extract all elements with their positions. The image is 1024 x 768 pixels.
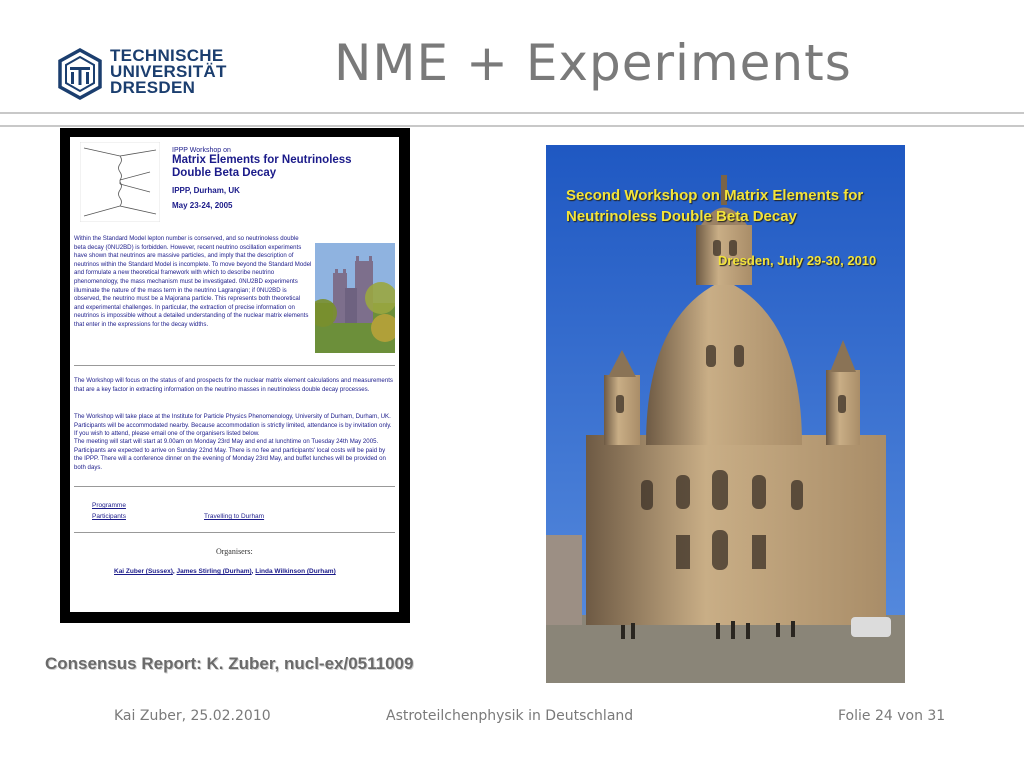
flyer-title-line-1: Matrix Elements for Neutrinoless: [172, 154, 352, 166]
flyer-title-line-2: Double Beta Decay: [172, 167, 277, 179]
flyer-link-participants[interactable]: Participants: [92, 513, 126, 520]
tu-dresden-emblem-icon: [56, 48, 104, 100]
flyer-divider: [74, 365, 395, 366]
logo-line-2: UNIVERSITÄT: [110, 62, 227, 81]
flyer-paragraph-4: The meeting will start will start at 9.00am on Monday 23rd May and end at lunchtime on Tuesday 24th May 2005. Participants are expected to arrive on Sunday 22nd May. There is no fee and participants' local costs will be paid by the IPPP. There will a conference dinner on the evening of Monday 23rd May, and buffet lunches will be provided on both days.: [74, 438, 386, 471]
header-divider-top: [0, 112, 1024, 114]
footer-slide-number: Folie 24 von 31: [838, 708, 946, 724]
feynman-diagram-icon: [80, 142, 160, 222]
flyer-paragraph-2: The Workshop will focus on the status of and prospects for the nuclear matrix element calculations and measurements that are a key factor in extracting information on the neutrino masses in neutrinoless double decay processes.: [74, 377, 393, 393]
logo-line-1: TECHNISCHE: [110, 46, 224, 65]
poster-title-line-2: Neutrinoless Double Beta Decay: [566, 208, 797, 225]
poster-title: [566, 185, 896, 227]
flyer-page: [70, 137, 399, 612]
flyer-date: May 23-24, 2005: [172, 201, 233, 210]
organiser-link[interactable]: James Stirling (Durham): [176, 568, 252, 575]
organiser-link[interactable]: Kai Zuber (Sussex): [114, 568, 173, 575]
workshop-poster-image: [546, 145, 905, 683]
tu-dresden-logo: [56, 46, 226, 102]
poster-date: Dresden, July 29-30, 2010: [718, 253, 877, 268]
flyer-paragraph-1: Within the Standard Model lepton number is conserved, and so neutrinoless double beta decay (0NU2BD) is forbidden. However, recent neutrino oscillation experiments have shown that neutrinos are massive particles, and imply that the description of neutrinos within the Standard Model is incomplete. To move beyond the Standard Model and formulate a new theoretical framework with which to describe neutrino phenomenology, the mass mechanism must be investigated. 0NU2BD experiments illuminate the nature of the mass term in the neutrino Lagrangian; if 0NU2BD is observed, the neutrino must be a Majorana particle. This represents both theoretical and experimental challenges. In particular, the extraction of precise information on neutrinos is impossible without a detailed understanding of the nuclear matrix elements that enter in the expressions for the decay widths.: [74, 235, 312, 328]
flyer-link-programme[interactable]: Programme: [92, 502, 126, 509]
flyer-location: IPPP, Durham, UK: [172, 186, 240, 195]
flyer-divider: [74, 532, 395, 533]
flyer-paragraph-3: The Workshop will take place at the Institute for Particle Physics Phenomenology, University of Durham, Durham, UK. Participants will be accommodated nearby. Because accommodation is strictly limited, attendance is by invitation only. If you wish to attend, please email one of the organisers listed below.: [74, 413, 392, 438]
organiser-link[interactable]: Linda Wilkinson (Durham): [255, 568, 336, 575]
footer-event: Astroteilchenphysik in Deutschland: [386, 708, 634, 724]
consensus-report-caption: Consensus Report: K. Zuber, nucl-ex/0511009: [45, 654, 414, 673]
durham-cathedral-photo: [315, 243, 395, 353]
flyer-link-travelling[interactable]: Travelling to Durham: [204, 513, 265, 520]
flyer-organisers-label: Organisers:: [216, 547, 253, 556]
header-divider-bottom: [0, 125, 1024, 127]
poster-title-line-1: Second Workshop on Matrix Elements for: [566, 187, 864, 204]
footer-author-date: Kai Zuber, 25.02.2010: [114, 708, 271, 724]
logo-line-3: DRESDEN: [110, 78, 196, 97]
flyer-divider: [74, 486, 395, 487]
workshop-flyer-image: [60, 128, 410, 623]
slide-title: NME + Experiments: [334, 34, 852, 92]
flyer-kicker: IPPP Workshop on: [172, 147, 231, 154]
flyer-organisers: Kai Zuber (Sussex), James Stirling (Durham), Linda Wilkinson (Durham): [114, 568, 336, 575]
